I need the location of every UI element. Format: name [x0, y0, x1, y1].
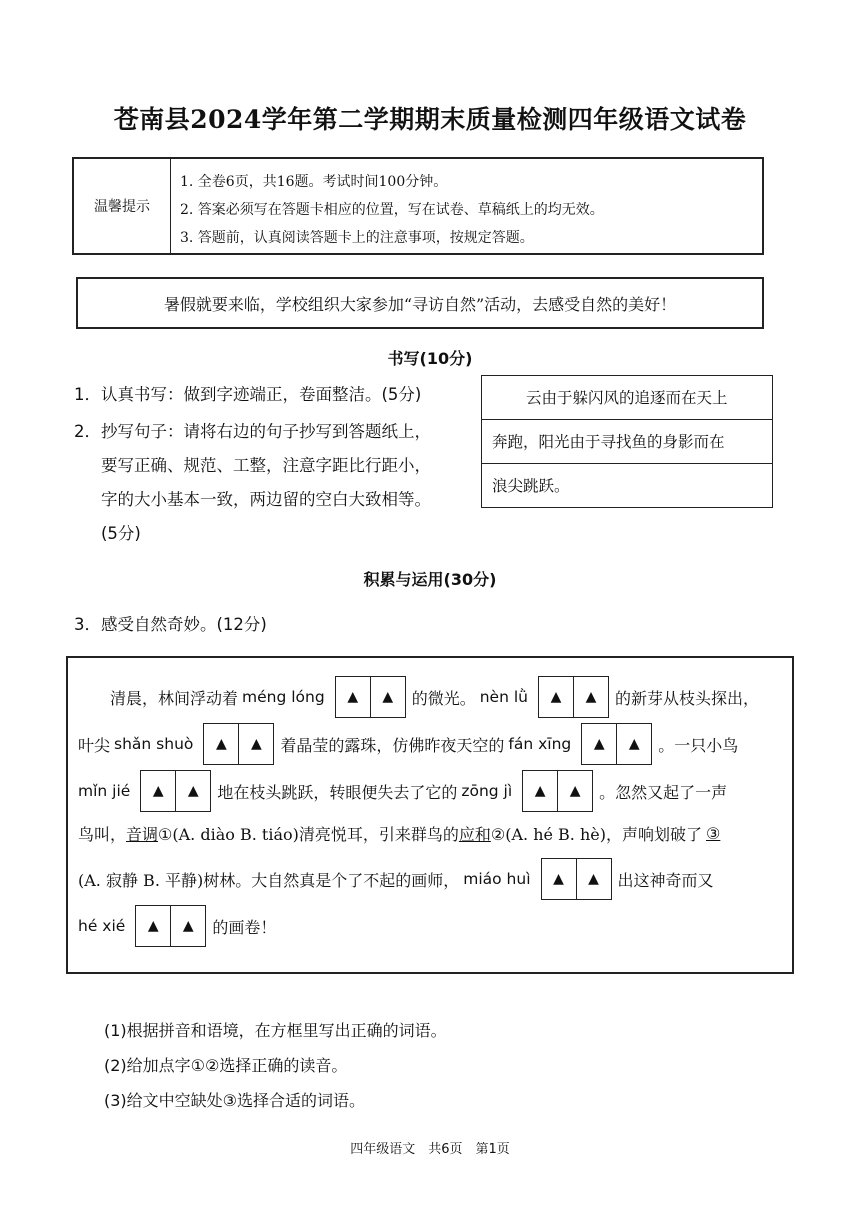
passage-line — [78, 903, 782, 949]
passage-text: 出这神奇而又 — [617, 870, 714, 890]
answer-box[interactable]: ▲ ▲ — [335, 676, 406, 718]
tips-list — [180, 168, 754, 252]
answer-box[interactable]: ▲ ▲ — [203, 723, 274, 765]
passage-line — [78, 674, 782, 720]
copy-line: 浪尖跳跃。 — [492, 477, 570, 495]
passage-text: 。忽然又起了一声 — [599, 782, 728, 802]
question-3: 3．感受自然奇妙。(12分) — [74, 615, 267, 634]
passage-line — [78, 768, 782, 814]
tips-label: 温馨提示 — [74, 159, 171, 253]
answer-box[interactable]: ▲ ▲ — [522, 770, 593, 812]
underlined-word: 应和 — [458, 824, 491, 844]
pinyin: hé xié — [78, 917, 126, 935]
copy-line: 云由于躲闪风的追逐而在天上 — [482, 376, 772, 420]
pinyin: fán xīng — [508, 735, 572, 753]
answer-box[interactable]: ▲ ▲ — [581, 723, 652, 765]
subquestion: (1)根据拼音和语境，在方框里写出正确的词语。 — [104, 1021, 447, 1040]
copy-line: 奔跑，阳光由于寻找鱼的身影而在 — [482, 420, 772, 464]
pinyin: nèn lǜ — [479, 688, 528, 706]
pinyin: zōng jì — [461, 782, 513, 800]
page-footer: 四年级语文 共6页 第1页 — [350, 1142, 510, 1157]
pinyin: miáo huì — [463, 870, 531, 888]
subquestion: (3)给文中空缺处③选择合适的词语。 — [104, 1091, 366, 1110]
notice-box: 暑假就要来临，学校组织大家参加“寻访自然”活动，去感受自然的美好！ — [76, 277, 764, 329]
passage-text: 着晶莹的露珠，仿佛昨夜天空的 — [280, 735, 505, 755]
passage-text: 叶尖 — [78, 735, 111, 755]
passage-line — [78, 856, 782, 902]
question-1: 1．认真书写：做到字迹端正，卷面整洁。(5分) — [74, 385, 422, 404]
pinyin: shǎn shuò — [114, 735, 194, 753]
tips-box — [72, 157, 764, 255]
question-2-line: 2．抄写句子：请将右边的句子抄写到答题纸上， — [74, 422, 431, 441]
underlined-word: 音调 — [126, 824, 159, 844]
passage-text: 的新芽从枝头探出， — [614, 688, 759, 708]
passage-text: 鸟叫， — [78, 824, 127, 844]
passage-text: 的微光。 — [411, 688, 476, 708]
tip-item: 2. 答案必须写在答题卡相应的位置，写在试卷、草稿纸上的均无效。 — [180, 202, 604, 218]
copy-sentence-box — [481, 375, 773, 508]
passage-text: ①(A. diào B. tiáo)清亮悦耳，引来群鸟的 — [158, 824, 459, 844]
passage-box — [66, 656, 794, 974]
subquestion: (2)给加点字①②选择正确的读音。 — [104, 1056, 348, 1075]
tip-item: 1. 全卷6页，共16题。考试时间100分钟。 — [180, 174, 448, 190]
pinyin: mǐn jié — [78, 782, 131, 800]
question-2-line: (5分) — [101, 524, 141, 543]
answer-box[interactable]: ▲ ▲ — [538, 676, 609, 718]
section-heading-accumulation: 积累与运用(30分) — [363, 570, 497, 589]
passage-text: (A. 寂静 B. 平静)树林。大自然真是个了不起的画师， — [78, 870, 460, 890]
passage-text: 地在枝头跳跃，转眼便失去了它的 — [217, 782, 458, 802]
blank-marker: ③ — [706, 823, 721, 843]
question-2-line: 要写正确、规范、工整，注意字距比行距小， — [101, 456, 431, 475]
passage-text: ②(A. hé B. hè)，声响划破了 — [490, 824, 702, 844]
answer-box[interactable]: ▲ ▲ — [140, 770, 211, 812]
passage-line — [78, 721, 782, 767]
answer-box[interactable]: ▲ ▲ — [135, 905, 206, 947]
exam-title: 苍南县2024学年第二学期期末质量检测四年级语文试卷 — [113, 105, 747, 134]
section-heading-writing: 书写(10分) — [387, 349, 473, 368]
question-2-line: 字的大小基本一致，两边留的空白大致相等。 — [101, 490, 431, 509]
passage-line — [78, 810, 782, 856]
passage-text: 的画卷！ — [212, 917, 277, 937]
passage-text: 。一只小鸟 — [658, 735, 739, 755]
answer-box[interactable]: ▲ ▲ — [541, 858, 612, 900]
pinyin: méng lóng — [242, 688, 325, 706]
passage-text: 清晨，林间浮动着 — [110, 688, 239, 708]
tip-item: 3. 答题前，认真阅读答题卡上的注意事项，按规定答题。 — [180, 230, 534, 246]
